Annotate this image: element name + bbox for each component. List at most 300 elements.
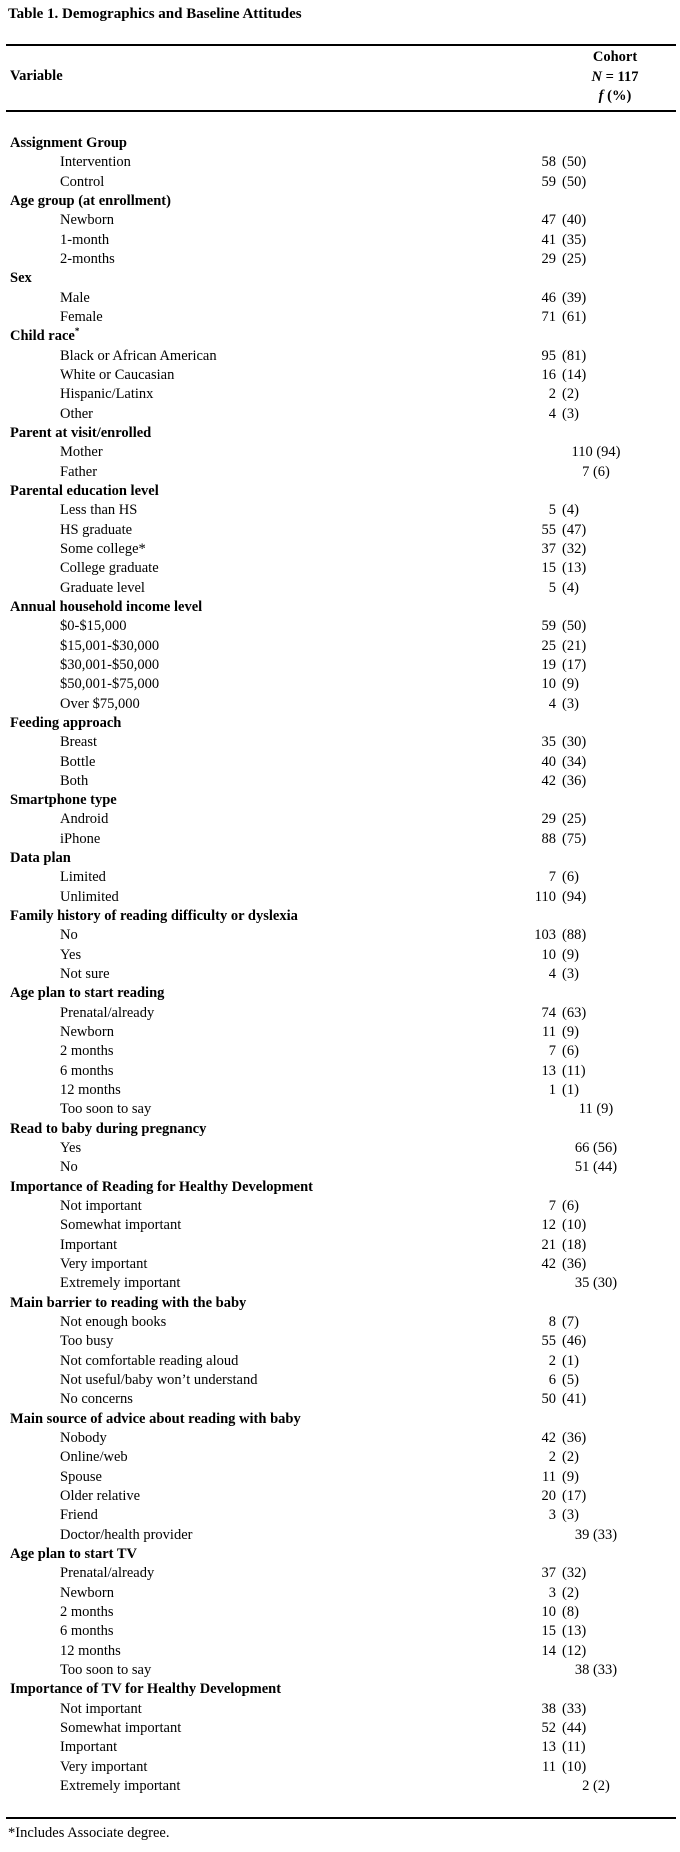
table-row [0, 231, 680, 250]
row-frequency: 4 [548, 966, 556, 983]
table-row [0, 1622, 680, 1641]
row-frequency: 3 [548, 1507, 556, 1524]
table-row [0, 1738, 680, 1757]
row-frequency: 37 [541, 540, 556, 557]
variable-column-header: Variable [10, 68, 63, 84]
row-percent: (44) [562, 1719, 587, 1736]
group-label: Feeding approach [10, 714, 122, 731]
row-percent: (34) [562, 753, 587, 770]
row-frequency: 59 [541, 173, 556, 190]
header-rule [6, 110, 676, 112]
row-percent: (2) [562, 1449, 579, 1466]
table-body [0, 134, 680, 1796]
row-percent: (17) [562, 1487, 587, 1504]
row-label: $50,001-$75,000 [60, 676, 160, 693]
table-group-heading [0, 984, 680, 1003]
row-percent: (94) [562, 888, 587, 905]
table-row [0, 1023, 680, 1042]
row-label: Very important [60, 1758, 148, 1775]
row-percent: (50) [562, 618, 587, 635]
table-group-heading [0, 482, 680, 501]
row-frequency: 37 [541, 1565, 556, 1582]
row-percent: (33) [562, 1700, 587, 1717]
group-label: Age plan to start TV [10, 1545, 138, 1562]
row-label: 6 months [60, 1062, 114, 1079]
row-frequency: 71 [541, 308, 556, 325]
row-label: Black or African American [60, 347, 217, 364]
table-group-heading [0, 134, 680, 153]
row-label: Intervention [60, 154, 131, 171]
row-label: Not useful/baby won’t understand [60, 1372, 258, 1388]
f-symbol: f [598, 88, 604, 104]
table-row [0, 656, 680, 675]
row-label: Not important [60, 1700, 142, 1717]
table-group-heading [0, 424, 680, 443]
row-percent: (9) [562, 1468, 579, 1485]
row-label: iPhone [60, 830, 101, 847]
group-label: Importance of TV for Healthy Development [10, 1681, 282, 1698]
row-label: Somewhat important [60, 1719, 182, 1736]
table-row [0, 1236, 680, 1255]
table-row [0, 1584, 680, 1603]
table-row [0, 637, 680, 656]
group-label: Age group (at enrollment) [10, 192, 171, 209]
row-frequency: 16 [541, 366, 556, 383]
row-label: Newborn [60, 1024, 114, 1041]
table-row [0, 1700, 680, 1719]
row-label: Father [60, 463, 98, 480]
group-label: Assignment Group [10, 135, 127, 151]
row-percent: (5) [562, 1372, 579, 1388]
table-row [0, 965, 680, 984]
row-value: 7 (6) [582, 463, 610, 480]
footnote-marker: * [74, 326, 80, 337]
row-percent: (75) [562, 830, 587, 847]
row-value: 66 (56) [574, 1140, 618, 1157]
table-row [0, 1719, 680, 1738]
row-frequency: 15 [541, 1623, 556, 1640]
group-label: Read to baby during pregnancy [10, 1120, 207, 1137]
row-frequency: 47 [541, 212, 556, 229]
row-percent: (1) [562, 1082, 579, 1099]
row-value: 38 (33) [574, 1661, 618, 1678]
row-frequency: 12 [541, 1217, 556, 1234]
row-label: College graduate [60, 560, 159, 577]
group-label: Main source of advice about reading with baby [10, 1410, 301, 1427]
row-label: Newborn [60, 212, 114, 229]
row-percent: (9) [562, 1024, 579, 1041]
row-frequency: 40 [541, 753, 556, 770]
row-frequency: 7 [548, 1043, 556, 1060]
row-label: Some college* [60, 540, 146, 557]
row-percent: (6) [562, 1198, 579, 1215]
table-caption: Table 1. Demographics and Baseline Attitudes [8, 6, 302, 22]
row-percent: (21) [562, 637, 587, 654]
table-row [0, 753, 680, 772]
row-percent: (6) [562, 869, 579, 886]
row-percent: (12) [562, 1642, 587, 1659]
table-row [0, 1313, 680, 1332]
table-row [0, 1468, 680, 1487]
table-group-heading [0, 1120, 680, 1139]
table-row [0, 888, 680, 907]
row-percent: (8) [562, 1603, 579, 1620]
row-label: Not comfortable reading aloud [60, 1352, 239, 1369]
table-row [0, 385, 680, 404]
row-frequency: 55 [541, 521, 556, 538]
table-group-heading [0, 269, 680, 288]
table-row [0, 443, 680, 462]
row-frequency: 42 [541, 1256, 556, 1273]
row-frequency: 4 [548, 405, 556, 422]
row-frequency: 10 [541, 676, 556, 693]
row-value: 51 (44) [574, 1159, 618, 1176]
table-row [0, 1429, 680, 1448]
row-label: Yes [60, 1140, 82, 1157]
row-label: Not sure [60, 966, 110, 983]
row-label: Older relative [60, 1487, 141, 1504]
row-label: Unlimited [60, 888, 119, 905]
row-label: Android [60, 811, 109, 828]
table-row [0, 289, 680, 308]
row-frequency: 55 [541, 1333, 556, 1350]
row-percent: (40) [562, 212, 587, 229]
table-row [0, 1603, 680, 1622]
row-label: Online/web [60, 1449, 128, 1466]
table-footnote: *Includes Associate degree. [8, 1825, 170, 1841]
bottom-rule [6, 1817, 676, 1819]
row-label: Graduate level [60, 579, 145, 596]
row-frequency: 42 [541, 1429, 556, 1446]
row-frequency: 7 [548, 869, 556, 886]
row-label: Mother [60, 444, 103, 461]
row-frequency: 11 [542, 1468, 556, 1485]
table-row [0, 1390, 680, 1409]
row-label: Less than HS [60, 502, 138, 519]
table-row [0, 733, 680, 752]
row-frequency: 20 [541, 1487, 556, 1504]
table-row [0, 1352, 680, 1371]
table-row [0, 1526, 680, 1545]
row-label: Nobody [60, 1429, 107, 1446]
table-row [0, 1081, 680, 1100]
table-row [0, 540, 680, 559]
row-label: Not important [60, 1198, 142, 1215]
row-label: Too busy [60, 1333, 114, 1350]
row-frequency: 103 [534, 927, 556, 944]
row-percent: (30) [562, 734, 587, 751]
row-frequency: 58 [541, 154, 556, 171]
table-row [0, 946, 680, 965]
row-label: Very important [60, 1256, 148, 1273]
row-label: Somewhat important [60, 1217, 182, 1234]
row-percent: (32) [562, 540, 587, 557]
row-frequency: 8 [548, 1314, 556, 1331]
row-label: Breast [60, 734, 98, 751]
table-group-heading [0, 714, 680, 733]
row-frequency: 88 [541, 830, 556, 847]
table-row [0, 810, 680, 829]
table-group-heading [0, 1545, 680, 1564]
row-percent: (36) [562, 772, 587, 789]
row-frequency: 15 [541, 560, 556, 577]
row-frequency: 21 [541, 1236, 556, 1253]
table-row [0, 501, 680, 520]
row-percent: (88) [562, 927, 587, 944]
table-row [0, 1642, 680, 1661]
row-percent: (25) [562, 811, 587, 828]
group-label: Parental education level [10, 482, 159, 499]
table-row [0, 1487, 680, 1506]
row-label: No [60, 927, 78, 944]
table-row [0, 926, 680, 945]
table-group-heading [0, 907, 680, 926]
row-label: Male [60, 289, 90, 306]
table-row [0, 1062, 680, 1081]
n-value: = 117 [602, 68, 639, 85]
row-label: No [60, 1159, 78, 1176]
row-label: Too soon to say [60, 1101, 152, 1118]
row-frequency: 11 [542, 1024, 556, 1041]
table-row [0, 1758, 680, 1777]
row-percent: (6) [562, 1043, 579, 1060]
row-percent: (3) [562, 695, 579, 712]
table-group-heading [0, 192, 680, 211]
table-row [0, 1448, 680, 1467]
table-row [0, 1777, 680, 1796]
row-percent: (4) [562, 502, 579, 519]
row-label: Spouse [60, 1468, 102, 1485]
table-row [0, 579, 680, 598]
group-label: Smartphone type [10, 792, 117, 809]
row-frequency: 6 [548, 1372, 556, 1388]
table-row [0, 1332, 680, 1351]
table-row [0, 772, 680, 791]
row-label: 12 months [60, 1642, 121, 1659]
row-frequency: 41 [541, 231, 556, 248]
group-label: Age plan to start reading [10, 985, 165, 1002]
row-frequency: 13 [541, 1739, 556, 1756]
row-percent: (50) [562, 173, 587, 190]
table-row [0, 1255, 680, 1274]
row-percent: (2) [562, 386, 579, 403]
row-frequency: 11 [542, 1758, 556, 1775]
group-label: Importance of Reading for Healthy Development [10, 1178, 313, 1195]
row-frequency: 95 [541, 347, 556, 364]
table-row [0, 211, 680, 230]
table-row [0, 1216, 680, 1235]
row-label: Hispanic/Latinx [60, 386, 154, 403]
row-label: Extremely important [60, 1275, 181, 1292]
row-label: Too soon to say [60, 1661, 152, 1678]
row-percent: (63) [562, 1004, 587, 1021]
cohort-header-line2 [560, 68, 670, 88]
row-label: Important [60, 1739, 118, 1756]
row-percent: (13) [562, 560, 587, 577]
row-frequency: 5 [548, 579, 556, 596]
table-row [0, 405, 680, 424]
row-frequency: 14 [541, 1642, 556, 1659]
row-percent: (1) [562, 1352, 579, 1369]
row-label: $30,001-$50,000 [60, 656, 160, 673]
group-label: Data plan [10, 850, 71, 867]
row-frequency: 42 [541, 772, 556, 789]
table-row [0, 559, 680, 578]
row-label: Doctor/health provider [60, 1526, 193, 1543]
row-label: 6 months [60, 1623, 114, 1640]
table-row [0, 1274, 680, 1293]
row-frequency: 2 [548, 386, 556, 403]
row-percent: (36) [562, 1256, 587, 1273]
row-percent: (25) [562, 250, 587, 267]
table-row [0, 153, 680, 172]
row-percent: (4) [562, 579, 579, 596]
row-label: Female [60, 308, 103, 325]
row-label: Extremely important [60, 1777, 181, 1794]
table-row [0, 1371, 680, 1390]
row-frequency: 29 [541, 250, 556, 267]
row-label: 1-month [60, 231, 110, 248]
row-frequency: 29 [541, 811, 556, 828]
row-percent: (2) [562, 1584, 579, 1601]
row-frequency: 38 [541, 1700, 556, 1717]
row-frequency: 1 [548, 1082, 556, 1099]
group-label: Parent at visit/enrolled [10, 424, 152, 441]
table-row [0, 463, 680, 482]
row-label: $15,001-$30,000 [60, 637, 160, 654]
row-label: Both [60, 772, 89, 789]
row-label: Prenatal/already [60, 1565, 155, 1582]
table-row [0, 366, 680, 385]
group-label: Family history of reading difficulty or dyslexia [10, 908, 298, 925]
row-label: Prenatal/already [60, 1004, 155, 1021]
table-row [0, 868, 680, 887]
row-percent: (11) [562, 1062, 586, 1079]
row-percent: (10) [562, 1217, 587, 1234]
table-row [0, 1197, 680, 1216]
row-percent: (17) [562, 656, 587, 673]
row-frequency: 10 [541, 946, 556, 963]
row-label: Other [60, 405, 94, 422]
row-frequency: 19 [541, 656, 556, 673]
table-row [0, 1042, 680, 1061]
table-row [0, 1004, 680, 1023]
row-label: HS graduate [60, 521, 133, 538]
row-label: Over $75,000 [60, 695, 140, 712]
group-label: Sex [10, 270, 32, 287]
row-frequency: 25 [541, 637, 556, 654]
row-percent: (81) [562, 347, 587, 364]
table-row [0, 308, 680, 327]
row-value: 11 (9) [578, 1101, 614, 1118]
row-percent: (9) [562, 946, 579, 963]
row-frequency: 74 [541, 1004, 556, 1021]
table-row [0, 617, 680, 636]
row-percent: (50) [562, 154, 587, 171]
table-group-heading [0, 1410, 680, 1429]
row-label: White or Caucasian [60, 366, 175, 383]
cohort-header-line3 [560, 87, 670, 107]
row-label: Yes [60, 946, 82, 963]
row-percent: (32) [562, 1565, 587, 1582]
row-value: 35 (30) [574, 1275, 618, 1292]
row-frequency: 7 [548, 1198, 556, 1215]
cohort-column-header [560, 48, 670, 107]
table-row [0, 1139, 680, 1158]
row-frequency: 2 [548, 1449, 556, 1466]
table-row [0, 1661, 680, 1680]
row-percent: (7) [562, 1314, 579, 1331]
row-percent: (35) [562, 231, 587, 248]
row-percent: (10) [562, 1758, 587, 1775]
row-label: 2 months [60, 1603, 114, 1620]
row-frequency: 50 [541, 1391, 556, 1408]
row-percent: (18) [562, 1236, 587, 1253]
row-frequency: 2 [548, 1352, 556, 1369]
row-label: $0-$15,000 [60, 618, 127, 635]
table-group-heading [0, 1294, 680, 1313]
row-percent: (46) [562, 1333, 587, 1350]
row-label: Not enough books [60, 1314, 167, 1331]
group-label: Child race* [10, 326, 80, 345]
group-label: Annual household income level [10, 598, 203, 615]
row-percent: (9) [562, 676, 579, 693]
percent-label: (%) [603, 88, 632, 104]
row-percent: (11) [562, 1739, 586, 1756]
table-row [0, 830, 680, 849]
n-symbol: N [591, 68, 602, 85]
row-frequency: 5 [548, 502, 556, 519]
row-percent: (61) [562, 308, 587, 325]
row-frequency: 110 [534, 888, 556, 905]
row-value: 2 (2) [582, 1777, 610, 1794]
table-row [0, 1506, 680, 1525]
row-percent: (13) [562, 1623, 587, 1640]
row-frequency: 3 [548, 1584, 556, 1601]
row-frequency: 59 [541, 618, 556, 635]
row-label: Newborn [60, 1584, 114, 1601]
row-percent: (47) [562, 521, 587, 538]
row-label: Friend [60, 1507, 98, 1524]
table-row [0, 173, 680, 192]
group-label: Main barrier to reading with the baby [10, 1294, 247, 1311]
row-label: Bottle [60, 753, 96, 770]
row-frequency: 4 [548, 695, 556, 712]
row-percent: (36) [562, 1429, 587, 1446]
row-label: 2-months [60, 250, 115, 267]
row-frequency: 13 [541, 1062, 556, 1079]
row-percent: (39) [562, 289, 587, 306]
top-rule [6, 44, 676, 46]
row-frequency: 52 [541, 1719, 556, 1736]
row-label: Important [60, 1236, 118, 1253]
table-row [0, 1564, 680, 1583]
table-group-heading [0, 849, 680, 868]
row-percent: (3) [562, 1507, 579, 1524]
table-row [0, 695, 680, 714]
table-group-heading [0, 791, 680, 810]
cohort-header-line1: Cohort [592, 49, 638, 65]
row-percent: (14) [562, 366, 587, 383]
row-value: 39 (33) [574, 1526, 618, 1543]
table-row [0, 1158, 680, 1177]
row-frequency: 35 [541, 734, 556, 751]
table-row [0, 675, 680, 694]
row-label: 12 months [60, 1082, 121, 1099]
table-group-heading [0, 598, 680, 617]
table-row [0, 250, 680, 269]
table-group-heading [0, 1178, 680, 1197]
